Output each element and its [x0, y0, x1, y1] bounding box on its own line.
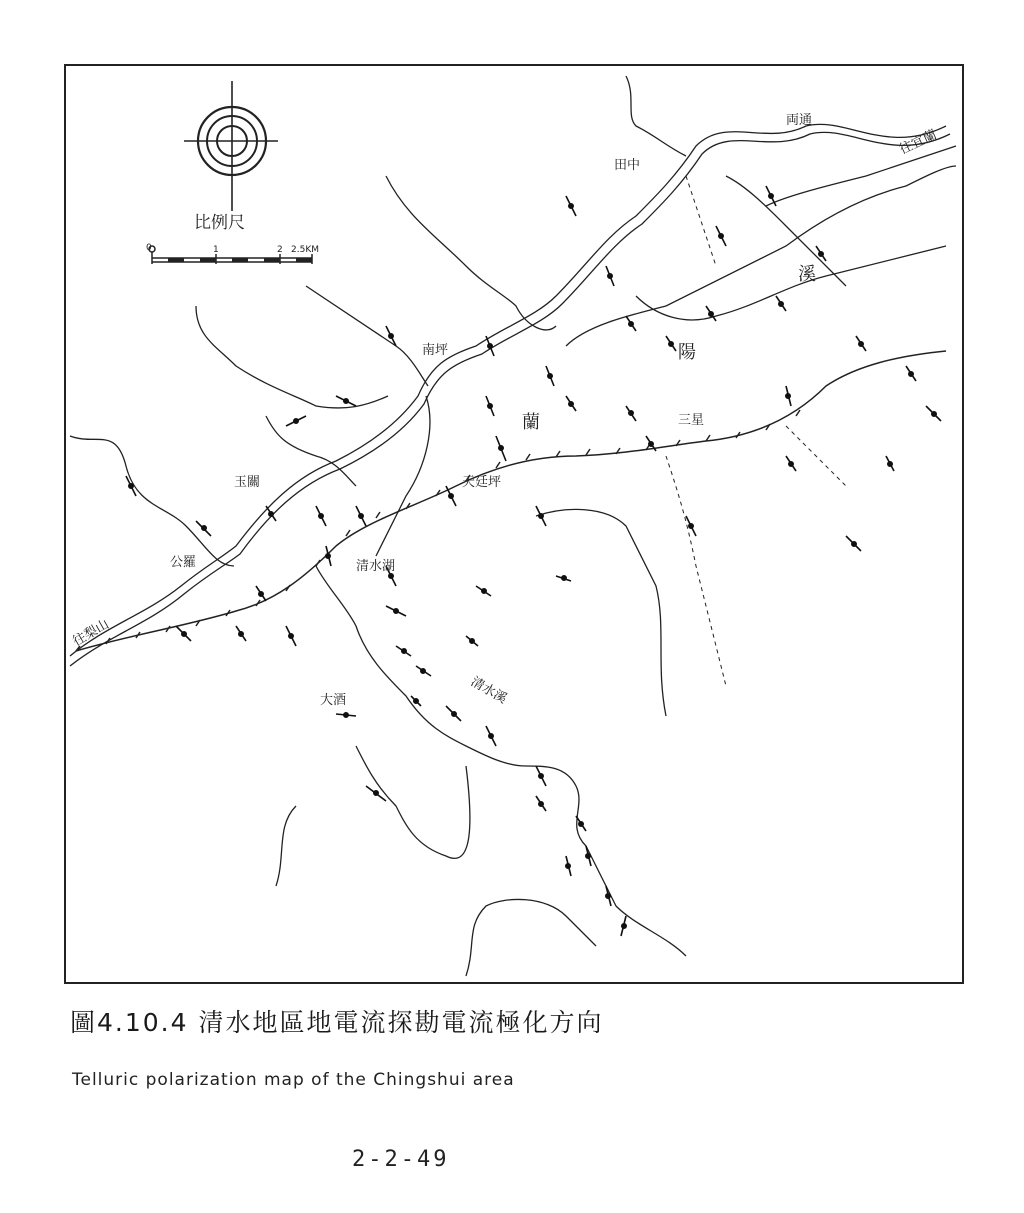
place-label-nanping: 南坪 [422, 343, 449, 358]
polarization-vector [566, 196, 576, 216]
polarization-vector [816, 246, 826, 261]
polarization-vector [336, 713, 356, 717]
compass-rose-icon [184, 81, 278, 211]
polarization-vector [856, 336, 866, 351]
polarization-vector [496, 436, 506, 461]
polarization-vector [566, 396, 576, 411]
map-frame [64, 64, 964, 984]
place-label-chingshuihu: 清水湖 [356, 559, 396, 574]
figure-caption-english: Telluric polarization map of the Chingshui area [72, 1070, 515, 1090]
polarization-vector [176, 626, 191, 641]
place-label-tachiu: 大酒 [320, 693, 347, 708]
polarization-vector [466, 636, 478, 646]
polarization-vector [886, 456, 894, 471]
figure-caption-chinese: 圖4.10.4 清水地區地電流探勘電流極化方向 [70, 1008, 604, 1037]
polarization-vector [366, 786, 386, 801]
polarization-vector [536, 766, 546, 786]
polarization-vector [666, 336, 676, 351]
scale-bar [146, 213, 319, 264]
polarization-vector [336, 396, 356, 406]
polarization-vector [606, 886, 611, 906]
polarization-vector [476, 586, 491, 596]
scale-tick-2: 2 [277, 245, 283, 255]
main-road [70, 124, 950, 666]
place-label-lan: 蘭 [522, 412, 540, 433]
telluric-polarization-map [66, 66, 962, 982]
polarization-vector [906, 366, 916, 381]
polarization-vector [356, 506, 366, 526]
scale-bar-title: 比例尺 [194, 213, 245, 233]
polarization-vector [776, 296, 786, 311]
polarization-vector [846, 536, 861, 551]
polarization-vector [606, 266, 614, 286]
polarization-vector [566, 856, 571, 876]
scale-tick-3: 2.5KM [291, 245, 319, 255]
place-label-tienchung: 田中 [614, 158, 641, 173]
polarization-vector [486, 336, 494, 356]
polarization-vector [396, 646, 411, 656]
polarization-vector [786, 456, 796, 471]
place-label-kungpa: 公羅 [170, 555, 197, 570]
polarization-vector [316, 506, 326, 526]
polarization-vector [486, 726, 496, 746]
place-label-sanhsing: 三星 [678, 413, 705, 428]
polarization-vector [786, 386, 791, 406]
polarization-vector [416, 666, 431, 676]
polarization-vector [326, 546, 331, 566]
polarization-vector [716, 226, 726, 246]
polarization-vector [286, 626, 296, 646]
scale-tick-0: 0 [146, 243, 152, 253]
place-label-hsi: 溪 [798, 264, 816, 285]
polarization-vector [546, 366, 554, 386]
place-label-chuyilan: 往宜蘭 [897, 127, 940, 158]
scale-tick-1: 1 [213, 245, 219, 255]
polarization-vectors [126, 186, 941, 936]
place-label-yukuan: 玉關 [234, 475, 261, 490]
polarization-vector [626, 406, 636, 421]
polarization-vector [586, 846, 591, 866]
place-label-chushanshan: 往梨山 [70, 616, 112, 650]
railway-line [76, 351, 946, 651]
polarization-vector [626, 316, 636, 331]
polarization-vector [386, 606, 406, 616]
polarization-vector [286, 416, 306, 426]
page-number: 2-2-49 [352, 1147, 450, 1172]
polarization-vector [446, 706, 461, 721]
polarization-vector [536, 796, 546, 811]
place-label-liangtung: 両通 [786, 113, 813, 128]
polarization-vector [236, 626, 246, 641]
polarization-vector [621, 916, 626, 936]
place-label-tienyuping: 天廷坪 [462, 475, 502, 490]
polarization-vector [926, 406, 941, 421]
polarization-vector [486, 396, 494, 416]
place-label-yang: 陽 [678, 342, 696, 363]
polarization-vector [556, 576, 571, 581]
polarization-vector [196, 521, 211, 536]
place-label-chingshuihsi: 清水溪 [468, 674, 510, 707]
polarization-vector [256, 586, 266, 601]
